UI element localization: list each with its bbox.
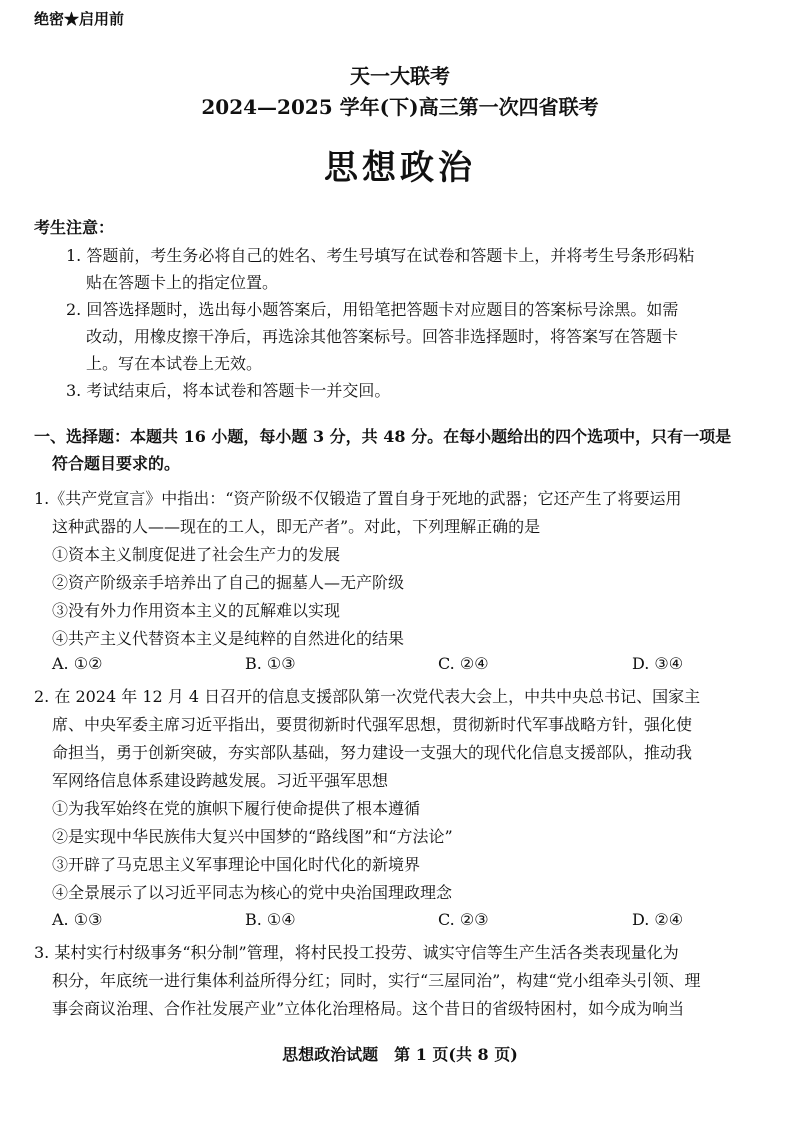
question-stem-line: 这种武器的人——现在的工人，即无产者”。对此，下列理解正确的是 [52, 517, 541, 536]
notice-title: 考生注意： [34, 218, 115, 237]
question-stem-line: 2. 在 2024 年 12 月 4 日召开的信息支援部队第一次党代表大会上，中共中央总书记、国家主 [34, 687, 701, 706]
notice-line: 1. 答题前，考生务必将自己的姓名、考生号填写在试卷和答题卡上，并将考生号条形码粘 [66, 246, 695, 265]
question-stem-line: 命担当，勇于创新突破，夯实部队基础，努力建设一支强大的现代化信息支援部队，推动我 [52, 743, 693, 762]
confidential-label: 绝密★启用前 [34, 10, 125, 28]
notice-line: 上。写在本试卷上无效。 [86, 354, 263, 373]
exam-session-title: 2024—2025 学年(下)高三第一次四省联考 [201, 95, 599, 119]
page-footer: 思想政治试题 第 1 页(共 8 页) [282, 1045, 518, 1064]
question-statement: ④全景展示了以习近平同志为核心的党中央治国理政理念 [52, 883, 453, 902]
question-statement: ②是实现中华民族伟大复兴中国梦的“路线图”和“方法论” [52, 827, 453, 846]
option-a[interactable]: A. ①③ [52, 910, 103, 929]
option-d[interactable]: D. ③④ [632, 654, 684, 673]
section-heading-cont: 符合题目要求的。 [52, 454, 181, 473]
notice-line: 3. 考试结束后，将本试卷和答题卡一并交回。 [66, 381, 391, 400]
question-statement: ③没有外力作用资本主义的瓦解难以实现 [52, 601, 341, 620]
question-statement: ①为我军始终在党的旗帜下履行使命提供了根本遵循 [52, 799, 421, 818]
exam-union-title: 天一大联考 [350, 64, 450, 88]
question-statement: ②资产阶级亲手培养出了自己的掘墓人—无产阶级 [52, 573, 405, 592]
notice-line: 2. 回答选择题时，选出每小题答案后，用铅笔把答题卡对应题目的答案标号涂黑。如需 [66, 300, 679, 319]
question-stem-line: 3. 某村实行村级事务“积分制”管理，将村民投工投劳、诚实守信等生产生活各类表现量化为 [34, 943, 679, 962]
question-stem-line: 积分，年底统一进行集体利益所得分红；同时，实行“三屋同治”，构建“党小组牵头引领、理 [52, 971, 701, 990]
option-c[interactable]: C. ②④ [438, 654, 489, 673]
question-stem-line: 事会商议治理、合作社发展产业”立体化治理格局。这个昔日的省级特困村，如今成为响当 [52, 999, 685, 1018]
option-b[interactable]: B. ①③ [245, 654, 296, 673]
question-stem-line: 1.《共产党宣言》中指出：“资产阶级不仅锻造了置自身于死地的武器；它还产生了将要运用 [34, 489, 682, 508]
option-c[interactable]: C. ②③ [438, 910, 489, 929]
question-statement: ①资本主义制度促进了社会生产力的发展 [52, 545, 341, 564]
section-heading: 一、选择题：本题共 16 小题，每小题 3 分，共 48 分。在每小题给出的四个选项中，只有一项是 [34, 427, 732, 446]
question-statement: ④共产主义代替资本主义是纯粹的自然进化的结果 [52, 629, 405, 648]
option-a[interactable]: A. ①② [52, 654, 103, 673]
notice-line: 贴在答题卡上的指定位置。 [86, 273, 279, 292]
option-b[interactable]: B. ①④ [245, 910, 296, 929]
option-d[interactable]: D. ②④ [632, 910, 684, 929]
question-stem-line: 席、中央军委主席习近平指出，要贯彻新时代强军思想，贯彻新时代军事战略方针，强化使 [52, 715, 693, 734]
question-stem-line: 军网络信息体系建设跨越发展。习近平强军思想 [52, 771, 389, 790]
question-statement: ③开辟了马克思主义军事理论中国化时代化的新境界 [52, 855, 421, 874]
notice-line: 改动，用橡皮擦干净后，再选涂其他答案标号。回答非选择题时，将答案写在答题卡 [86, 327, 679, 346]
subject-title: 思想政治 [324, 148, 476, 188]
